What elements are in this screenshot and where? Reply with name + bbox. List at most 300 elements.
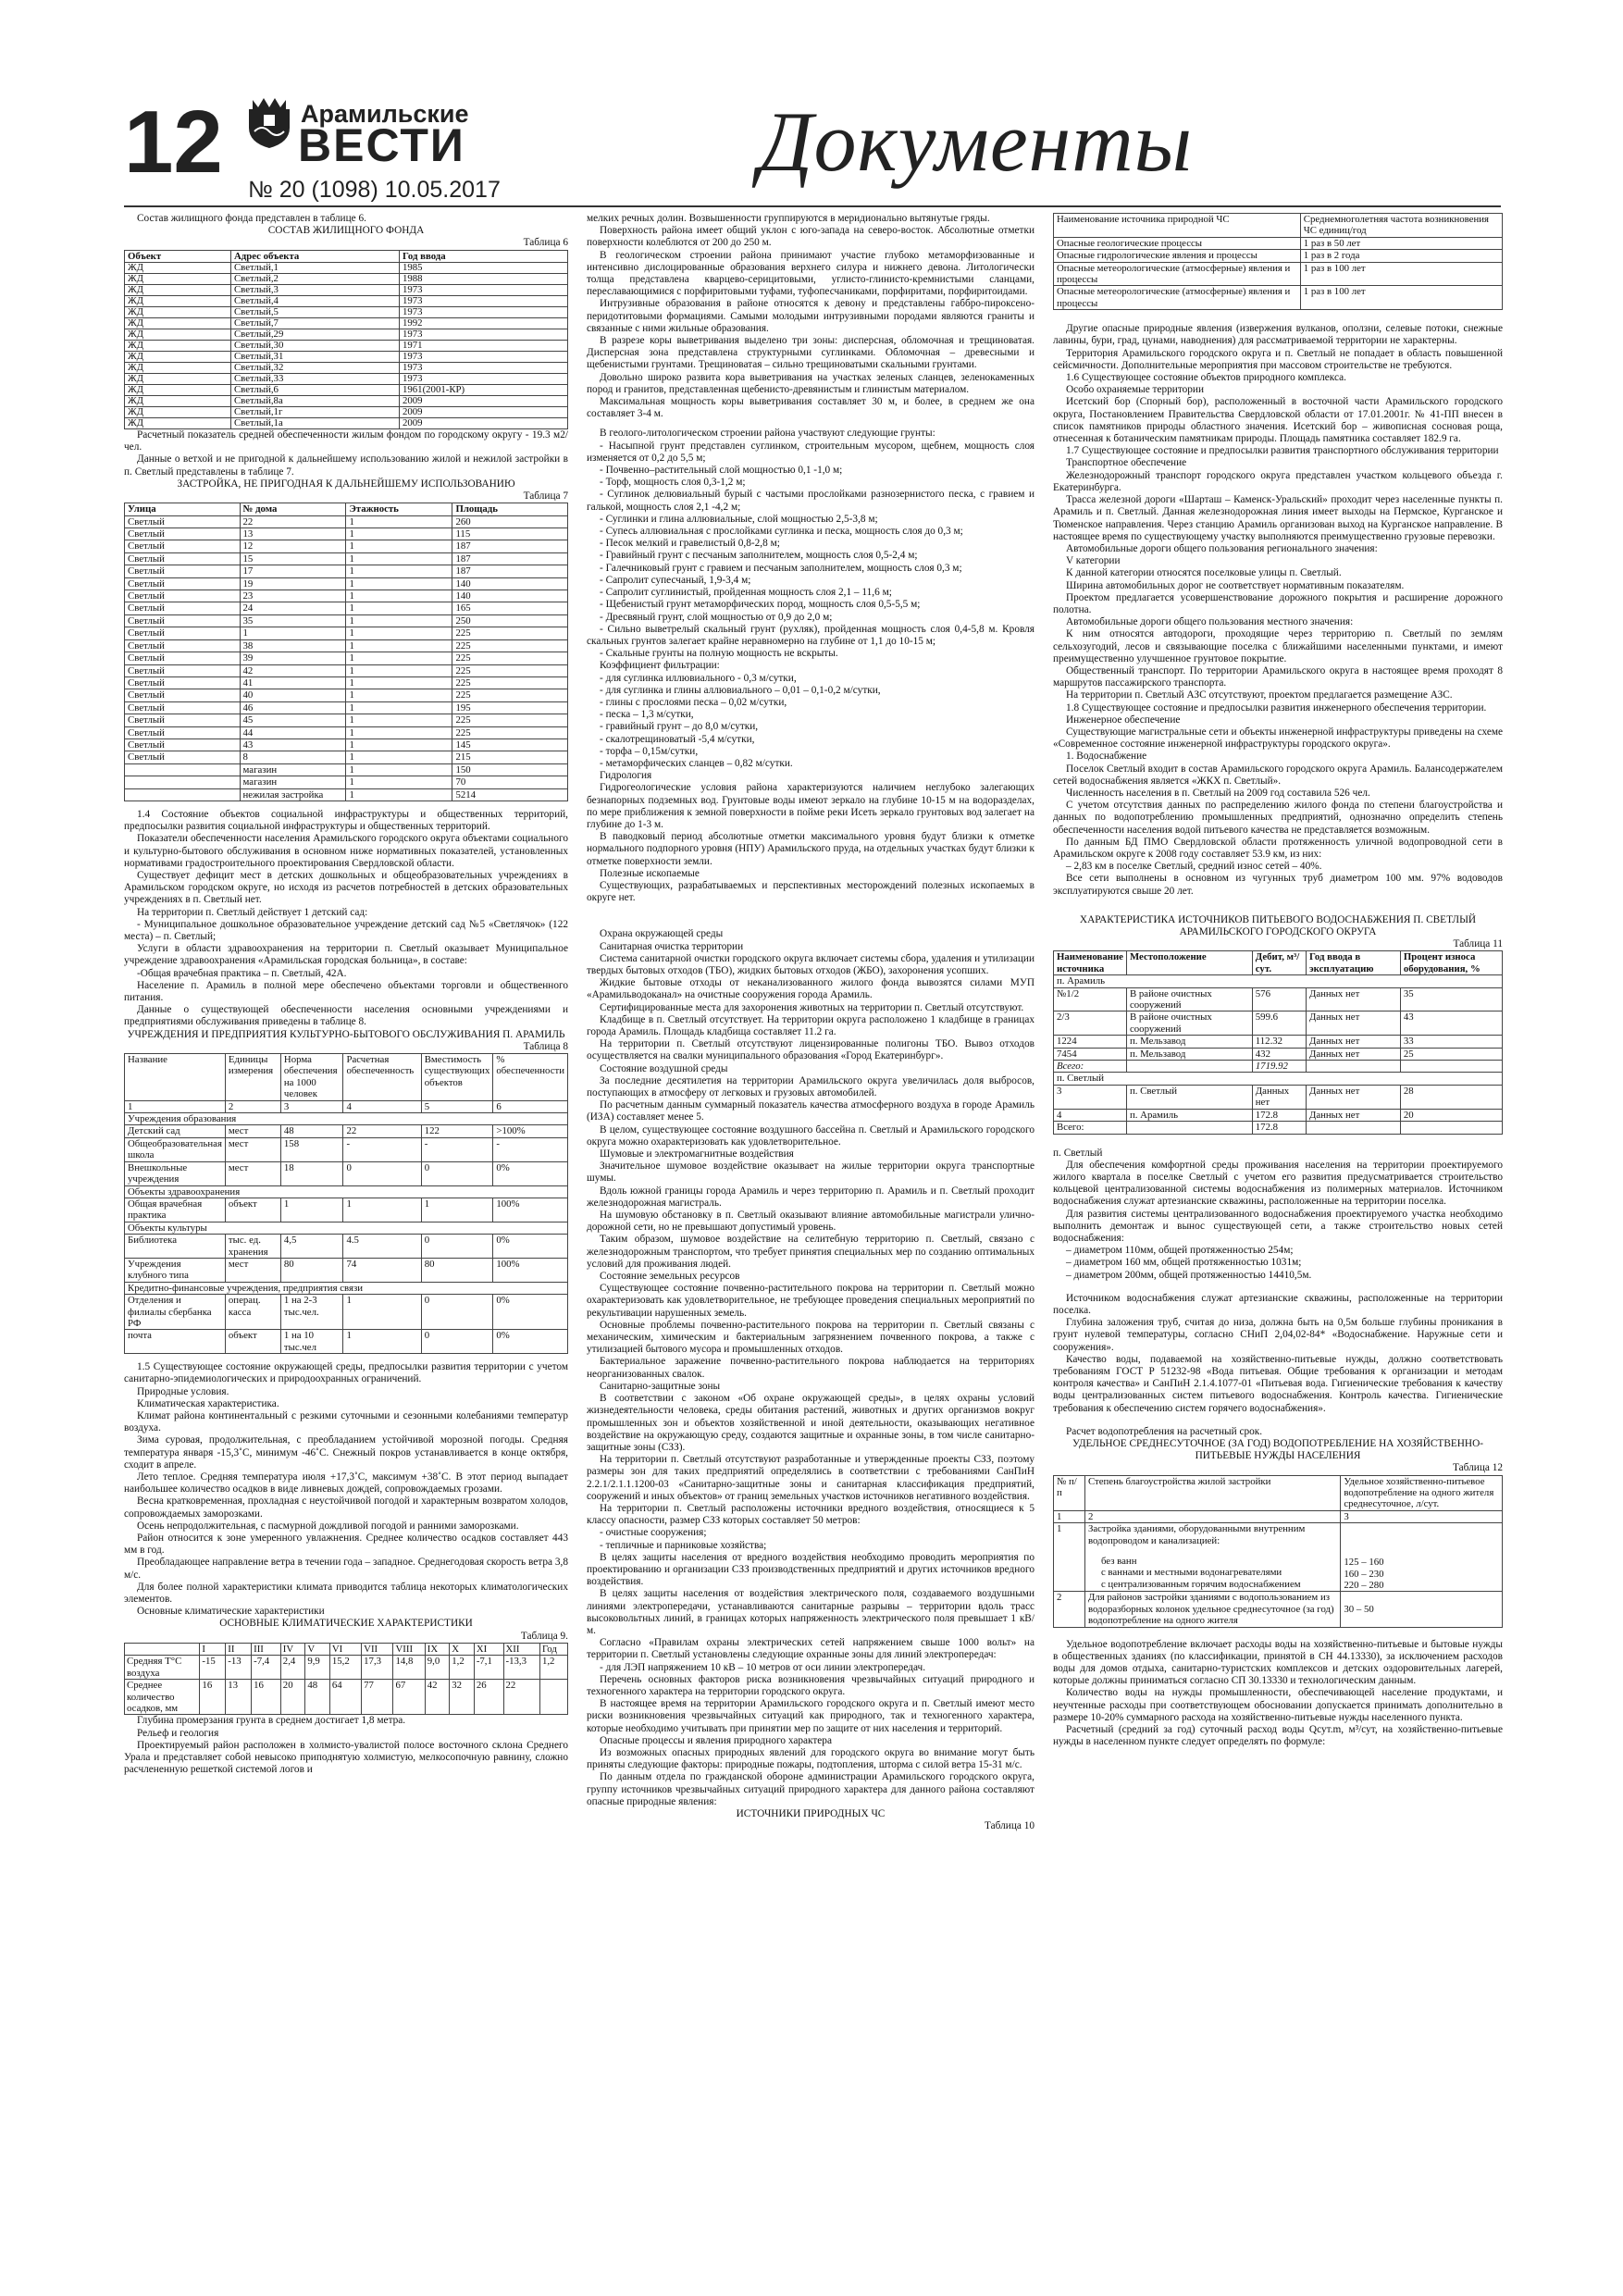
table-cell: тыс. ед. хранения xyxy=(225,1235,280,1259)
table-cell: 1985 xyxy=(399,263,567,274)
table-cell: 0 xyxy=(343,1161,421,1185)
table-cell: >100% xyxy=(493,1125,568,1137)
table-cell: 195 xyxy=(452,701,568,714)
paragraph: Перечень основных факторов риска возникновения чрезвычайных ситуаций природного и техногенного характера на территории городского округа. xyxy=(587,1673,1035,1697)
natural-hazards-table xyxy=(1053,213,1503,310)
table-cell: Светлый xyxy=(125,639,241,652)
paragraph: В геологическом строении района принимают участие глубоко метаморфизованные и интенсивно дислоцированные образования верхнего силура и нижнего девона. Литологически толща представлена кварцево-серицитовыми, углисто-глинисто-кремнистыми сланцами, переславающимися с порфиритовыми туфами, туфопесчаниками, порфиритами, порфиритоидами. xyxy=(587,249,1035,298)
table-section: Учреждения образования xyxy=(125,1113,568,1125)
paragraph: Жидкие бытовые отходы от неканализованного жилого фонда вывозятся силами МУП «Арамильводоканал» на очистные сооружения города Арамиль. xyxy=(587,977,1035,1001)
table-cell: п. Арамиль xyxy=(1126,1109,1252,1121)
water-sources-table xyxy=(1053,950,1503,1134)
table-row xyxy=(125,1198,568,1222)
table-cell: 45 xyxy=(240,714,346,726)
table-cell: 1 xyxy=(346,788,452,800)
paragraph: Гидрология xyxy=(600,770,652,782)
paragraph: – диаметром 160 мм, общей протяженностью 1031м; xyxy=(1066,1257,1302,1269)
paragraph: Существует дефицит мест в детских дошкольных и общеобразовательных учреждениях в Арамильском городском округе, но исходя из расчетов потребностей в детских образовательных учреждениях в п. Светлый нет. xyxy=(124,870,568,906)
table-cell: 100% xyxy=(493,1258,568,1282)
table-cell: 0% xyxy=(493,1235,568,1259)
table-cell xyxy=(1126,1061,1252,1073)
table-cell: Светлый xyxy=(125,552,241,565)
paragraph: п. Светлый xyxy=(1053,1147,1103,1159)
table-cell: ЖД xyxy=(125,341,231,352)
table-cell: 0% xyxy=(493,1295,568,1330)
column-2 xyxy=(587,213,1035,1832)
table-row xyxy=(125,515,568,527)
table-cell: Светлый,1а xyxy=(230,418,399,429)
table-cell: 2 xyxy=(1084,1510,1340,1522)
table-header: Год ввода xyxy=(399,250,567,262)
table-cell: 4,5 xyxy=(280,1235,343,1259)
table-cell: 1 xyxy=(346,664,452,676)
table-cell: Светлый,32 xyxy=(230,363,399,374)
table-cell: мест xyxy=(225,1125,280,1137)
paragraph: Другие опасные природные явления (извержения вулканов, оползни, селевые потоки, снежные лавины, бури, град, цунами, наводнения) для рассматриваемой территории не характерны. xyxy=(1053,323,1503,347)
table-cell: V xyxy=(305,1643,330,1655)
cell-text: 220 – 280 xyxy=(1344,1580,1384,1592)
list-item: - Скальные грунты на полную мощность не вскрыты. xyxy=(600,648,838,660)
paragraph: На территории п. Светлый отсутствуют лицензированные полигоны ТБО. Вывоз отходов осуществляется на свалки муниципального образования «Город Екатеринбург». xyxy=(587,1038,1035,1062)
table-title: ЗАСТРОЙКА, НЕ ПРИГОДНАЯ К ДАЛЬНЕЙШЕМУ ИСПОЛЬЗОВАНИЮ xyxy=(177,478,515,490)
table-header: Местоположение xyxy=(1126,951,1252,975)
table-cell: 1971 xyxy=(399,341,567,352)
table-header: Среднемноголетняя частота возникновения ЧС единиц/год xyxy=(1300,214,1502,238)
list-item: - Суглинок делювиальный бурый с частыми прослойками разнозернистого песка, с гравием и галькой, мощность слоя 2,1 -4,2 м; xyxy=(587,489,1035,513)
table-row xyxy=(125,318,568,329)
list-item: - Щебенистый грунт метаморфических пород, мощность слоя 0,5-5,5 м; xyxy=(600,599,921,611)
paragraph: Существующие магистральные сети и объекты инженерной инфраструктуры приведены на схеме «Современное состояние инженерной инфраструктуры городского округа». xyxy=(1053,726,1503,751)
table-cell: Данных нет xyxy=(1306,987,1400,1011)
table-cell: Светлый,4 xyxy=(230,296,399,307)
table-cell: Светлый xyxy=(125,751,241,763)
table-row xyxy=(1054,987,1503,1011)
table-row xyxy=(125,396,568,407)
table-cell: ЖД xyxy=(125,363,231,374)
table-cell: 12 xyxy=(240,540,346,552)
paragraph: На территории п. Светлый расположены источники вредного воздействия, относящиеся к 5 классу опасности, размер СЗЗ которых составляет 50 метров: xyxy=(587,1502,1035,1527)
paragraph: К ним относятся автодороги, проходящие через территорию п. Светлый по землям сельхозугодий, лесов и связывающие поселка с ближайшими населенными пунктами, и имеют преимущественно улучшенное грунтовое покрытие. xyxy=(1053,628,1503,664)
table-cell: Отделения и филиалы сбербанка РФ xyxy=(125,1295,226,1330)
cell-text: с централизованным горячим водоснабжением xyxy=(1100,1578,1301,1590)
masthead xyxy=(0,0,1623,218)
page-number: 12 xyxy=(124,93,223,192)
paragraph: – диаметром 200мм, общей протяженностью 14410,5м. xyxy=(1066,1269,1312,1281)
list-item: - Сильно выветрелый скальный грунт (рухляк), пройденная мощность слоя 0,4-5,8 м. Кровля скальных грунтов залегает крайне неравномерно на глубине от 1,1 до 10-15 м; xyxy=(587,623,1035,647)
paragraph: Территория Арамильского городского округа и п. Светлый не попадает в область повышенной сейсмичности. Дополнительные мероприятия при массовом строительстве не требуются. xyxy=(1053,347,1503,371)
table-row xyxy=(125,1643,568,1655)
paragraph: Транспортное обеспечение xyxy=(1066,457,1187,469)
table-cell: магазин xyxy=(240,776,346,788)
table-cell: Светлый xyxy=(125,689,241,701)
table-caption: Таблица 12 xyxy=(1453,1462,1503,1474)
list-item: - Насыпной грунт представлен суглинком, строительным мусором, щебнем, мощность слоя изменяется от 0,2 до 5,5 м; xyxy=(587,440,1035,464)
table-cell: 1 xyxy=(346,726,452,738)
table-cell: Детский сад xyxy=(125,1125,226,1137)
unfit-buildings-table xyxy=(124,503,568,801)
list-item: - торфа – 0,15м/сутки, xyxy=(600,745,699,757)
paragraph: Проектом предлагается усовершенствование дорожного покрытия и расширение дорожного полотна. xyxy=(1053,591,1503,615)
table-row xyxy=(125,329,568,341)
table-cell: 80 xyxy=(280,1258,343,1282)
paragraph: Лето теплое. Средняя температура июля +17,3˚С, максимум +38˚С. В этот период выпадает наибольшее количество осадков в виде ливневых дождей, сопровождаемых грозами. xyxy=(124,1471,568,1496)
table-header: Вместимость существующих объектов xyxy=(421,1054,493,1101)
paragraph: Трасса железной дороги «Шарташ – Каменск-Уральский» проходит через населенные пункты п. Арамиль и п. Светлый. Данная железнодорожная линия имеет выходы на Пермское, Курганское и Тюменское направления. Через станцию Арамиль организован выход на Курганское направление. В настоящее время по существующему участку выполняются преимущественно грузовые перевозки. xyxy=(1053,494,1503,542)
table-row xyxy=(125,352,568,363)
table-cell: 1 xyxy=(346,565,452,577)
table-cell: ЖД xyxy=(125,385,231,396)
table-cell: 1973 xyxy=(399,296,567,307)
table-cell: Год xyxy=(539,1643,567,1655)
paragraph: Охрана окружающей среды xyxy=(600,928,724,940)
table-cell: 35 xyxy=(240,614,346,627)
table-title: СОСТАВ ЖИЛИЩНОГО ФОНДА xyxy=(267,225,425,237)
table-cell: 1973 xyxy=(399,352,567,363)
table-cell: 1 xyxy=(346,627,452,639)
paragraph: Весна кратковременная, прохладная с неустойчивой погодой и характерным возвратом холодов, сопровождаемых заморозками. xyxy=(124,1496,568,1520)
table-cell: Светлый,33 xyxy=(230,374,399,385)
table-cell: 0 xyxy=(421,1161,493,1185)
table-cell: ЖД xyxy=(125,296,231,307)
table-cell: I xyxy=(200,1643,226,1655)
table-row xyxy=(125,577,568,590)
table-row xyxy=(125,701,568,714)
table-cell: 225 xyxy=(452,664,568,676)
paragraph: Железнодорожный транспорт городского округа представлен участком кольцевого объезда г. Екатеринбурга. xyxy=(1053,469,1503,493)
table-cell: 225 xyxy=(452,726,568,738)
table-row xyxy=(1054,237,1503,249)
paragraph: Ширина автомобильных дорог не соответствует нормативным показателям. xyxy=(1066,579,1405,591)
paragraph: Значительное шумовое воздействие оказывает на жилые территории округа транспортные шумы. xyxy=(587,1160,1035,1185)
table-cell: 42 xyxy=(240,664,346,676)
table-cell: 28 xyxy=(1400,1085,1502,1109)
table-row xyxy=(1054,250,1503,262)
table-cell: -7,1 xyxy=(474,1656,503,1680)
paragraph: Расчет водопотребления на расчетный срок. xyxy=(1066,1425,1263,1437)
table-cell: Светлый xyxy=(125,515,241,527)
table-cell: 26 xyxy=(474,1680,503,1715)
table-cell: 172.8 xyxy=(1252,1109,1306,1121)
table-cell: Опасные метеорологические (атмосферные) явления и процессы xyxy=(1054,262,1301,286)
table-row xyxy=(1054,1523,1503,1592)
table-row xyxy=(125,528,568,540)
paragraph: Численность населения в п. Светлый на 2009 год составила 526 чел. xyxy=(1066,787,1370,799)
table-row xyxy=(1054,1048,1503,1060)
paragraph: Осень непродолжительная, с пасмурной дождливой погодой и ранними заморозками. xyxy=(137,1520,519,1532)
table-cell: VIII xyxy=(393,1643,425,1655)
table-row xyxy=(1054,262,1503,286)
housing-stock-table xyxy=(124,250,568,429)
paragraph: Источником водоснабжения служат артезианские скважины, расположенные на территории поселка. xyxy=(1053,1292,1503,1316)
table-cell: 48 xyxy=(305,1680,330,1715)
table-cell: ЖД xyxy=(125,285,231,296)
table-cell: 1 xyxy=(343,1198,421,1222)
table-cell: 16 xyxy=(200,1680,226,1715)
filtration-list xyxy=(587,673,1035,771)
paragraph: -Общая врачебная практика – п. Светлый, 42А. xyxy=(137,967,347,979)
paragraph: Система санитарной очистки городского округа включает системы сбора, удаления и утилизации твердых бытовых отходов (ТБО), жидких бытовых отходов (ЖБО), захоронения усопших. xyxy=(587,952,1035,976)
table-cell: Светлый xyxy=(125,701,241,714)
table-cell: 80 xyxy=(421,1258,493,1282)
table-row xyxy=(125,1295,568,1330)
table-cell: 18 xyxy=(280,1161,343,1185)
table-cell: п. Мельзавод xyxy=(1126,1048,1252,1060)
table-cell: 25 xyxy=(1400,1048,1502,1060)
table-cell: Данных нет xyxy=(1306,1085,1400,1109)
paragraph: Шумовые и электромагнитные воздействия xyxy=(600,1148,794,1160)
list-item: - Торф, мощность слоя 0,3-1,2 м; xyxy=(600,477,746,489)
paragraph: Максимальная мощность коры выветривания составляет 30 м, и более, в среднем же она составляет 3-4 м. xyxy=(587,396,1035,420)
paragraph: Инженерное обеспечение xyxy=(1066,714,1181,726)
table-cell: 5 xyxy=(421,1100,493,1112)
paragraph: Глубина промерзания грунта в среднем достигает 1,8 метра. xyxy=(137,1715,406,1727)
table-cell: 150 xyxy=(452,763,568,776)
table-cell: 22 xyxy=(343,1125,421,1137)
paragraph: - Муниципальное дошкольное образовательное учреждение детский сад №5 «Светлячок» (122 места) – п. Светлый; xyxy=(124,918,568,943)
table-cell: 39 xyxy=(240,652,346,664)
table-row xyxy=(125,1161,568,1185)
table-cell: 9,0 xyxy=(425,1656,450,1680)
table-cell: Библиотека xyxy=(125,1235,226,1259)
table-cell: 41 xyxy=(240,676,346,689)
paragraph: Существующее состояние почвенно-растительного покрова на территории п. Светлый можно охарактеризовать как удовлетворительное, не требующее проведения специальных мероприятий по рекультивации нарушенных земель. xyxy=(587,1283,1035,1319)
table-cell: 1 xyxy=(346,701,452,714)
table-cell: Светлый,1г xyxy=(230,407,399,418)
table-cell: Светлый,31 xyxy=(230,352,399,363)
table-cell: Опасные геологические процессы xyxy=(1054,237,1301,249)
table-cell: 1 раз в 2 года xyxy=(1300,250,1502,262)
table-row xyxy=(125,1258,568,1282)
table-cell: 1973 xyxy=(399,307,567,318)
table-cell xyxy=(125,763,241,776)
table-cell: 0 xyxy=(421,1235,493,1259)
table-caption: Таблица 10 xyxy=(985,1820,1035,1832)
table-cell: объект xyxy=(225,1330,280,1354)
table-caption: Таблица 6 xyxy=(523,237,568,249)
paragraph: - очистные сооружения; xyxy=(600,1527,707,1539)
table-cell: 1 xyxy=(346,515,452,527)
table-cell: 38 xyxy=(240,639,346,652)
table-header: Дебит, м³/сут. xyxy=(1252,951,1306,975)
table-title: ИСТОЧНИКИ ПРИРОДНЫХ ЧС xyxy=(736,1808,886,1819)
table-cell: Данных нет xyxy=(1252,1085,1306,1109)
table-cell: Средняя Т°С воздуха xyxy=(125,1656,200,1680)
table-row xyxy=(1054,1036,1503,1048)
table-cell: 172.8 xyxy=(1252,1122,1306,1134)
table-row xyxy=(125,296,568,307)
table-title: ОСНОВНЫЕ КЛИМАТИЧЕСКИЕ ХАРАКТЕРИСТИКИ xyxy=(219,1618,473,1630)
table-cell: 1 xyxy=(346,639,452,652)
table-cell: XI xyxy=(474,1643,503,1655)
table-cell: 1 xyxy=(1054,1523,1085,1592)
table-row xyxy=(125,689,568,701)
cell-text: 125 – 160 xyxy=(1344,1557,1384,1569)
column-1 xyxy=(124,213,568,1776)
table-cell: 112.32 xyxy=(1252,1036,1306,1048)
table-cell: 4.5 xyxy=(343,1235,421,1259)
table-row xyxy=(125,751,568,763)
table-cell: Светлый xyxy=(125,726,241,738)
table-cell: 140 xyxy=(452,590,568,602)
table-cell: 19 xyxy=(240,577,346,590)
table-row xyxy=(125,788,568,800)
table-cell: ЖД xyxy=(125,418,231,429)
table-row xyxy=(125,374,568,385)
table-cell: Данных нет xyxy=(1306,1109,1400,1121)
paragraph: - тепличные и парниковые хозяйства; xyxy=(600,1539,767,1551)
cell-text: 160 – 230 xyxy=(1344,1568,1384,1580)
newspaper-name-line1: Арамильские xyxy=(301,100,469,128)
paragraph: Зима суровая, продолжительная, с преобладанием устойчивой морозной погоды. Средняя температура января -15,3˚С, минимум -46˚С. Снежный покров устанавливается в конце октября, сходит в апреле. xyxy=(124,1434,568,1471)
table-cell: 0 xyxy=(421,1330,493,1354)
list-item: - скалотрещиноватый -5,4 м/сутки, xyxy=(600,733,755,745)
table-cell: II xyxy=(226,1643,252,1655)
table-cell: Данных нет xyxy=(1306,1011,1400,1036)
table-cell xyxy=(125,1643,200,1655)
paragraph: Данные о ветхой и не пригодной к дальнейшему использованию жилой и нежилой застройки в п. Светлый представлены в таблице 7. xyxy=(124,453,568,478)
paragraph: Расчетный показатель средней обеспеченности жилым фондом по городскому округу - 19.3 м2/ чел. xyxy=(124,429,568,453)
paragraph: Таким образом, шумовое воздействие на селитебную территорию п. Светлый, связано с железнодорожным транспортом, что требует принятия специальных мер по созданию оптимальных условий для проживания людей. xyxy=(587,1234,1035,1270)
table-row xyxy=(125,274,568,285)
table-cell: 6 xyxy=(493,1100,568,1112)
table-row xyxy=(1054,1122,1503,1134)
city-coat-of-arms-icon xyxy=(245,96,293,150)
column-3 xyxy=(1053,213,1503,1748)
paragraph: За последние десятилетия на территории Арамильского округа увеличилась доля выбросов, поступающих в атмосферу от легковых и грузовых автомобилей. xyxy=(587,1074,1035,1099)
table-cell: 30 – 50 xyxy=(1341,1592,1503,1627)
table-row xyxy=(125,1680,568,1715)
paragraph: Состояние воздушной среды xyxy=(600,1062,728,1074)
table-cell: Светлый xyxy=(125,577,241,590)
table-cell: Светлый xyxy=(125,528,241,540)
table-cell: 17 xyxy=(240,565,346,577)
table-cell: Данных нет xyxy=(1306,1036,1400,1048)
paragraph: Из возможных опасных природных явлений для городского округа во внимание могут быть приняты следующие факторы: природные пожары, подтопления, шторма с силой ветра 15-31 м/с. xyxy=(587,1746,1035,1771)
table-cell: 250 xyxy=(452,614,568,627)
table-cell: 1 xyxy=(346,776,452,788)
table-cell: 4 xyxy=(343,1100,421,1112)
table-cell: 1 xyxy=(343,1295,421,1330)
table-cell: магазин xyxy=(240,763,346,776)
table-cell: мест xyxy=(225,1161,280,1185)
paragraph: Основные проблемы почвенно-растительного покрова на территории п. Светлый связаны с механическим, химическим и бактериальным загрязнением почвенного покрова, а также с утилизацией бытового мусора и промышленных отходов. xyxy=(587,1319,1035,1356)
table-cell: Светлый xyxy=(125,652,241,664)
table-cell xyxy=(1400,1122,1502,1134)
table-row xyxy=(125,614,568,627)
table-cell: Всего: xyxy=(1054,1122,1127,1134)
table-section: Объекты здравоохранения xyxy=(125,1185,568,1198)
table-cell: 1973 xyxy=(399,285,567,296)
table-title: УЧРЕЖДЕНИЯ И ПРЕДПРИЯТИЯ КУЛЬТУРНО-БЫТОВОГО ОБСЛУЖИВАНИЯ П. АРАМИЛЬ xyxy=(127,1028,565,1040)
table-cell: ЖД xyxy=(125,352,231,363)
table-cell: ЖД xyxy=(125,329,231,341)
table-row xyxy=(125,664,568,676)
table-cell: В районе очистных сооружений xyxy=(1126,987,1252,1011)
table-row xyxy=(125,738,568,751)
table-cell: Светлый,5 xyxy=(230,307,399,318)
table-section: Объекты культуры xyxy=(125,1222,568,1234)
table-row xyxy=(125,639,568,652)
table-cell: 1,2 xyxy=(539,1656,567,1680)
table-row xyxy=(125,552,568,565)
table-cell: 43 xyxy=(240,738,346,751)
table-header: Адрес объекта xyxy=(230,250,399,262)
paragraph: Вдоль южной границы города Арамиль и через территорию п. Арамиль и п. Светлый проходит железнодорожная магистраль. xyxy=(587,1185,1035,1209)
paragraph: - для ЛЭП напряжением 10 кВ – 10 метров от оси линии электропередач. xyxy=(600,1661,926,1673)
list-item: - Сапролит суглинистый, пройденная мощность слоя 2,1 – 11,6 м; xyxy=(600,587,892,599)
table-cell: Светлый xyxy=(125,590,241,602)
paragraph: Для обеспечения комфортной среды проживания населения на территории проектируемого жилого квартала в поселке Светлый с учетом его развития предусматривается строительство кольцевой централизованной системы водоснабжения из полимерных материалов. Источником водоснабжения служат артезианские скважины, расположенные на территории поселка. xyxy=(1053,1159,1503,1208)
table-cell xyxy=(1306,1061,1400,1073)
table-cell xyxy=(1400,1061,1502,1073)
table-caption: Таблица 11 xyxy=(1453,938,1503,950)
table-cell: 215 xyxy=(452,751,568,763)
paragraph: Интрузивные образования в районе относятся к девону и представлены габбро-пироксено-перидотитовыми формациями. Самыми молодыми интрузивными породами являются граниты и связанные с ними жильные образования. xyxy=(587,298,1035,334)
table-cell: 15 xyxy=(240,552,346,565)
list-item: - метаморфических сланцев – 0,82 м/сутки. xyxy=(600,757,793,769)
section-title: Документы xyxy=(759,94,1194,189)
table-cell: 1 на 2-3 тыс.чел. xyxy=(280,1295,343,1330)
paragraph: К данной категории относятся поселковые улицы п. Светлый. xyxy=(1066,567,1342,579)
paragraph: В паводковый период абсолютные отметки максимального уровня будут близки к отметке нормального подпорного уровня (НПУ) Арамильского пруда, на отдельных участках будут близки к отметке поверхности земли. xyxy=(587,831,1035,867)
table-cell: 1973 xyxy=(399,363,567,374)
water-consumption-table xyxy=(1053,1475,1503,1628)
table-cell: Светлый,30 xyxy=(230,341,399,352)
newspaper-name-line2: ВЕСТИ xyxy=(298,119,465,171)
table-row xyxy=(125,1125,568,1137)
list-item: - Супесь аллювиальная с прослойками суглинка и песка, мощность слоя до 0,3 м; xyxy=(600,526,963,538)
table-cell: 576 xyxy=(1252,987,1306,1011)
paragraph: мелких речных долин. Возвышенности группируются в меридионально вытянутые гряды. xyxy=(587,213,990,224)
table-cell: 1 xyxy=(346,552,452,565)
paragraph: Коэффициент фильтрации: xyxy=(600,660,720,672)
table-cell: 13 xyxy=(226,1680,252,1715)
cell-text: без ванн xyxy=(1100,1556,1137,1568)
paragraph: Сертифицированные места для захоронения животных на территории п. Светлый отсутствуют. xyxy=(600,1001,1024,1013)
paragraph: Глубина заложения труб, считая до низа, должна быть на 0,5м больше глубины проникания в грунт нулевой температуры, согласно СНиП 2,04,02-84* «Водоснабжение. Наружные сети и сооружения». xyxy=(1053,1317,1503,1353)
table-header: Объект xyxy=(125,250,231,262)
table-section: п. Светлый xyxy=(1054,1073,1503,1085)
table-cell: - xyxy=(493,1137,568,1161)
table-row xyxy=(125,652,568,664)
table-row xyxy=(125,540,568,552)
paragraph: Для более полной характеристики климата приводится таблица некоторых климатологических элементов. xyxy=(124,1581,568,1606)
paragraph: Климатическая характеристика. xyxy=(137,1397,279,1409)
paragraph: 1.8 Существующее состояние и предпосылки развития инженерного обеспечения территории. xyxy=(1066,701,1487,714)
paragraph: С учетом отсутствия данных по распределению жилого фонда по степени благоустройства и данных по водопотреблению промышленных предприятий, однозначно определить степень обеспеченности населения водой питьевого качества не представляется возможным. xyxy=(1053,800,1503,836)
paragraph: Довольно широко развита кора выветривания на участках зеленых сланцев, зеленокаменных пород и гранитов, представленная щебенисто-древянистым и глинистым материалом. xyxy=(587,371,1035,395)
list-item: - Почвенно–растительный слой мощностью 0,1 -1,0 м; xyxy=(600,465,843,477)
table-cell: 2,4 xyxy=(280,1656,305,1680)
table-cell: 7454 xyxy=(1054,1048,1127,1060)
paragraph: В целях защиты населения от вредного воздействия необходимо проводить мероприятия по проектированию и организации СЗЗ производственных предприятий и других источников вредного воздействия. xyxy=(587,1551,1035,1588)
table-header: Норма обеспечения на 1000 человек xyxy=(280,1054,343,1101)
table-cell: 1973 xyxy=(399,329,567,341)
table-cell: 432 xyxy=(1252,1048,1306,1060)
paragraph: Удельное водопотребление включает расходы воды на хозяйственно-питьевые и бытовые нужды в общественных зданиях (по классификации, принятой в СН 44.13330), за исключением расходов воды для домов отдыха, санитарно-туристских комплексов и детских оздоровительных лагерей, которые должны приниматься согласно СП 30.13330 и технологическим данным. xyxy=(1053,1638,1503,1687)
paragraph: Санитарно-защитные зоны xyxy=(600,1380,721,1392)
table-row xyxy=(125,407,568,418)
table-row xyxy=(125,602,568,614)
paragraph: 1.6 Существующее состояние объектов природного комплекса. xyxy=(1066,372,1346,384)
paragraph: Поверхность района имеет общий уклон с юго-запада на северо-восток. Абсолютные отметки поверхности колеблются от 200 до 250 м. xyxy=(587,225,1035,249)
table-cell: 2009 xyxy=(399,396,567,407)
table-cell: В районе очистных сооружений xyxy=(1126,1011,1252,1036)
list-item: - для суглинка иллювиального - 0,3 м/сутки, xyxy=(600,672,797,684)
table-header: Расчетная обеспеченность xyxy=(343,1054,421,1101)
table-cell: 158 xyxy=(280,1137,343,1161)
table-cell: 1 xyxy=(343,1330,421,1354)
